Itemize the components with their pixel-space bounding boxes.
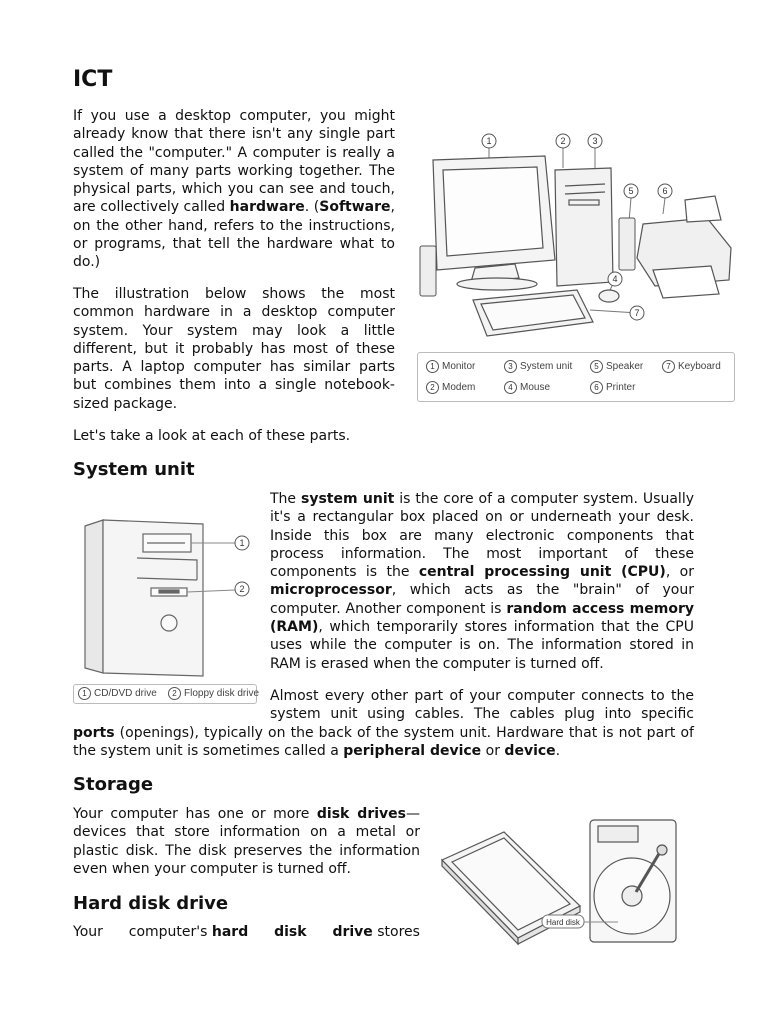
callout-7: 7: [634, 308, 640, 318]
callout-1: 1: [486, 136, 492, 146]
hard-disk-word-4: drive stores: [332, 924, 420, 940]
computer-system-illustration: [415, 130, 735, 350]
hard-disk-paragraph-bound: [73, 923, 420, 941]
sysunit-callout-2: 2: [239, 584, 245, 594]
term-peripheral-device: peripheral device: [343, 742, 482, 759]
intro-text-3: , on the other hand, refers to the instructions, or programs, that tell the hardware what to do.): [73, 199, 395, 271]
term-device: device: [504, 742, 556, 759]
term-system-unit: system unit: [300, 491, 395, 507]
look-paragraph: [73, 427, 413, 445]
callout-3: 3: [592, 136, 598, 146]
illustration-paragraph: [73, 285, 395, 413]
callout-6: 6: [662, 186, 668, 196]
system-unit-figure: [73, 518, 258, 704]
system-unit-paragraph-2: Almost every other part of your computer connects to the system unit using cables. The cables plug into specific ports (openings), typically on the back of the system unit. Hardware that is not part of the system unit is sometimes called a peripheral device or device.: [73, 688, 694, 759]
term-cpu: central processing unit (CPU): [418, 564, 666, 581]
hard-disk-heading: Hard disk drive: [73, 893, 229, 914]
intro-paragraph: [73, 107, 395, 272]
legend-printer: 6 Printer: [590, 381, 635, 394]
legend-mouse: 4 Mouse: [504, 381, 550, 394]
hardware-figure: [415, 130, 735, 402]
hardware-legend: [417, 352, 735, 402]
term-software: Software: [319, 199, 391, 216]
term-microprocessor: microprocessor: [270, 582, 392, 599]
hard-disk-illustration: [438, 816, 683, 946]
term-ports: ports: [73, 724, 115, 741]
tower-illustration: [73, 518, 258, 678]
legend-monitor: 1 Monitor: [426, 360, 475, 373]
callout-4: 4: [612, 274, 618, 284]
term-disk-drives: disk drives: [316, 806, 406, 822]
legend-cd-dvd-drive: 1 CD/DVD drive: [78, 687, 157, 700]
legend-keyboard: 7 Keyboard: [662, 360, 721, 373]
storage-heading: Storage: [73, 774, 154, 795]
hard-disk-word-2: computer's hard: [128, 924, 249, 940]
legend-system-unit: 3 System unit: [504, 360, 572, 373]
illustration-text: The illustration below shows the most common hardware in a desktop computer system. Your system may look a little different, but it probably has most of these parts. A laptop computer has similar parts but combines them into a single notebook-sized package.: [73, 286, 395, 412]
intro-text-2: . (: [304, 199, 320, 216]
intro-text-1: If you use a desktop computer, you might already know that there isn't any single part called the "computer." A computer is really a system of many parts working together. The physical parts, which you can see and touch, are collectively called: [73, 108, 395, 216]
hard-disk-figure: [438, 816, 683, 946]
hard-disk-word-3: disk: [274, 924, 307, 940]
legend-modem: 2 Modem: [426, 381, 475, 394]
hard-disk-label: Hard disk: [546, 918, 580, 927]
sysunit-callout-1: 1: [239, 538, 245, 548]
legend-speaker: 5 Speaker: [590, 360, 643, 373]
storage-paragraph: Your computer has one or more disk drives— devices that store information on a metal or plastic disk. The disk preserves the information even when your computer is turned off.: [73, 806, 420, 877]
callout-5: 5: [628, 186, 634, 196]
system-unit-paragraph-1: The system unit is the core of a computer system. Usually it's a rectangular box placed on or underneath your desk. Inside this box are many electronic components that process information. The most important of these components is the central processing unit (CPU), or microprocessor, which acts as the "brain" of your computer. Another component is random access memory (RAM), which temporarily stores information that the CPU uses while the computer is on. The information stored in RAM is erased when the computer is turned off.: [270, 491, 694, 672]
legend-floppy-disk-drive: 2 Floppy disk drive: [168, 687, 259, 700]
look-text: Let's take a look at each of these parts.: [73, 428, 351, 444]
hard-disk-word-1: Your: [73, 924, 103, 940]
term-ram: random access memory (RAM): [270, 600, 694, 636]
system-unit-heading: System unit: [73, 459, 195, 480]
term-hardware: hardware: [229, 199, 305, 216]
callout-2: 2: [560, 136, 566, 146]
page-title: ICT: [73, 67, 113, 92]
